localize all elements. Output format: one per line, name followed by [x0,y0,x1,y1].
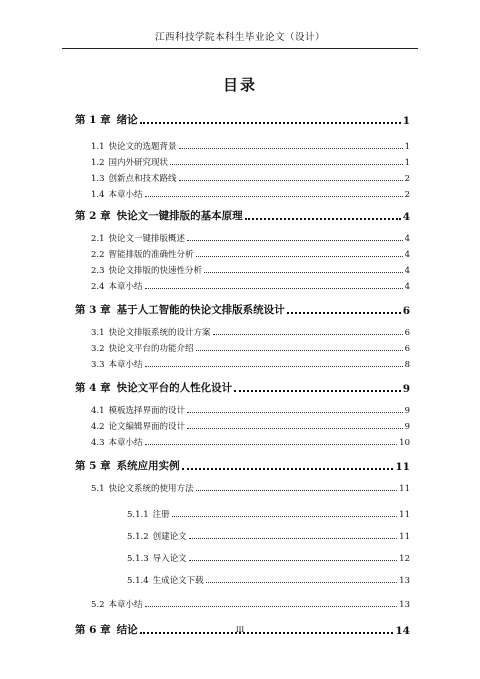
toc-entry-number: 第 5 章 [75,460,111,472]
toc-entry-label [91,232,185,244]
toc-entry-number: 4.3 [91,438,105,448]
toc-leader-dots [145,606,398,607]
toc-entry-title: 导入论文 [152,554,187,564]
toc-section-entry[interactable] [75,188,410,200]
toc-entry-page: 14 [395,625,410,637]
toc-entry-page: 11 [399,484,410,494]
toc-entry-title: 快论文一键排版的基本原理 [116,210,243,222]
toc-entry-label [75,458,180,473]
toc-leader-dots [145,288,403,289]
toc-entry-label [127,552,187,564]
toc-section-entry[interactable] [75,326,410,338]
toc-entry-title: 快论文的选题背景 [108,142,177,152]
toc-entry-number: 2.2 [91,250,105,260]
toc-chapter-entry[interactable] [75,208,410,223]
toc-entry-page: 2 [404,174,410,184]
toc-subsection-entry[interactable] [75,508,410,520]
toc-entry-label [91,436,143,448]
toc-leader-dots [145,196,403,197]
toc-entry-number: 2.4 [91,282,105,292]
toc-leader-dots [213,334,403,335]
toc-entry-page: 12 [399,554,410,564]
toc-entry-title: 创建论文 [152,532,187,542]
toc-entry-label [91,482,194,494]
toc-entry-title: 模板选择界面的设计 [108,406,186,416]
toc-leader-dots [140,122,401,124]
toc-entry-page: 4 [404,250,410,260]
toc-leader-dots [196,490,398,491]
running-header: 江西科技学院本科生毕业论文（设计） [62,30,418,49]
toc-entry-page: 6 [404,328,410,338]
toc-entry-title: 基于人工智能的快论文排版系统设计 [116,304,285,316]
toc-entry-page: 1 [404,142,410,152]
toc-entry-number: 5.1.4 [127,576,149,586]
toc-section-entry[interactable] [75,264,410,276]
toc-entry-label [91,404,185,416]
toc-entry-label [75,302,285,317]
toc-entry-label [127,574,204,586]
toc-entry-number: 1.1 [91,142,105,152]
toc-leader-dots [179,180,403,181]
toc-leader-dots [187,412,403,413]
toc-entry-label [127,530,187,542]
toc-leader-dots [172,516,398,517]
toc-entry-page: 1 [404,158,410,168]
toc-entry-page: 9 [404,422,410,432]
toc-entry-label [91,420,185,432]
toc-entry-label [91,342,194,354]
toc-entry-page: 1 [402,115,410,127]
toc-entry-number: 4.2 [91,422,105,432]
toc-entry-title: 注册 [152,510,170,520]
toc-entry-label [91,326,211,338]
toc-leader-dots [189,560,398,561]
toc-section-entry[interactable] [75,140,410,152]
toc-entry-page: 10 [399,438,410,448]
toc-leader-dots [287,312,401,314]
toc-leader-dots [234,390,401,392]
toc-entry-label [91,172,177,184]
toc-entry-page: 6 [402,305,410,317]
toc-entry-page: 4 [404,282,410,292]
toc-entry-title: 快论文平台的人性化设计 [116,382,233,394]
toc-entry-number: 第 6 章 [75,624,111,636]
toc-entry-number: 第 3 章 [75,304,111,316]
toc-entry-number: 3.2 [91,344,105,354]
toc-entry-label [127,508,170,520]
toc-section-entry[interactable] [75,156,410,168]
toc-entry-number: 5.1.1 [127,510,149,520]
toc-entry-title: 创新点和技术路线 [108,174,177,184]
toc-entry-page: 4 [404,234,410,244]
toc-leader-dots [196,350,403,351]
toc-entry-number: 2.1 [91,234,105,244]
toc-subsection-entry[interactable] [75,530,410,542]
toc-section-entry[interactable] [75,248,410,260]
toc-entry-page: 11 [399,532,410,542]
toc-entry-title: 结论 [116,624,138,636]
toc-entry-number: 5.1.3 [127,554,149,564]
toc-leader-dots [196,256,403,257]
toc-section-entry[interactable] [75,172,410,184]
toc-entry-page: 11 [399,510,410,520]
toc-leader-dots [179,148,403,149]
toc-entry-label [91,248,194,260]
toc-entry-number: 1.2 [91,158,105,168]
toc-entry-label [91,156,168,168]
toc-entry-number: 3.3 [91,360,105,370]
toc-entry-label [91,280,143,292]
toc-entry-number: 4.1 [91,406,105,416]
toc-chapter-entry[interactable] [75,458,410,473]
toc-entry-title: 本章小结 [108,282,143,292]
toc-entry-number: 第 4 章 [75,382,111,394]
toc-entry-number: 5.1 [91,484,105,494]
toc-leader-dots [182,468,394,470]
toc-entry-label [75,112,138,127]
toc-entry-label [91,140,177,152]
toc-leader-dots [206,582,398,583]
toc-entry-number: 第 2 章 [75,210,111,222]
toc-entry-number: 2.3 [91,266,105,276]
toc-entry-page: 2 [404,190,410,200]
toc-entry-label [91,598,143,610]
toc-leader-dots [245,218,401,220]
toc-entry-number: 3.1 [91,328,105,338]
toc-chapter-entry[interactable] [75,112,410,127]
toc-entry-title: 国内外研究现状 [108,158,169,168]
toc-section-entry[interactable] [75,358,410,370]
toc-section-entry[interactable] [75,280,410,292]
toc-entry-title: 快论文平台的功能介绍 [108,344,194,354]
toc-entry-page: 9 [402,383,410,395]
toc-entry-page: 13 [399,600,410,610]
toc-entry-page: 9 [404,406,410,416]
toc-entry-title: 快论文排版系统的设计方案 [108,328,211,338]
toc-entry-title: 本章小结 [108,190,143,200]
toc-entry-label [91,358,143,370]
toc-leader-dots [145,366,403,367]
toc-entry-page: 13 [399,576,410,586]
toc-chapter-entry[interactable] [75,380,410,395]
toc-entry-number: 5.1.2 [127,532,149,542]
toc-entry-number: 5.2 [91,600,105,610]
toc-entry-label [91,188,143,200]
toc-entry-title: 快论文排版的快速性分析 [108,266,203,276]
toc-entry-number: 第 1 章 [75,114,111,126]
toc-entry-number: 1.4 [91,190,105,200]
toc-entry-title: 智能排版的准确性分析 [108,250,194,260]
toc-leader-dots [187,240,403,241]
toc-entry-label [75,208,243,223]
toc-entry-page: 8 [404,360,410,370]
toc-entry-label [75,380,232,395]
toc-leader-dots [189,538,398,539]
toc-section-entry[interactable] [75,482,410,494]
page-number: III [235,626,245,634]
toc-leader-dots [170,164,403,165]
toc-entry-page: 4 [404,266,410,276]
toc-section-entry[interactable] [75,342,410,354]
toc-subsection-entry[interactable] [75,552,410,564]
toc-entry-number: 1.3 [91,174,105,184]
toc-entry-title: 本章小结 [108,360,143,370]
toc-entry-page: 6 [404,344,410,354]
toc-entry-title: 本章小结 [108,438,143,448]
toc-entry-label [91,264,202,276]
page-title: 目录 [222,76,257,94]
toc-section-entry[interactable] [75,420,410,432]
toc-subsection-entry[interactable] [75,574,410,586]
toc-entry-title: 本章小结 [108,600,143,610]
toc-section-entry[interactable] [75,436,410,448]
toc-entry-title: 绪论 [116,114,138,126]
toc-section-entry[interactable] [75,598,410,610]
toc-entry-title: 快论文一键排版概述 [108,234,186,244]
toc-leader-dots [187,428,403,429]
toc-entry-title: 论文编辑界面的设计 [108,422,186,432]
toc-leader-dots [204,272,403,273]
toc-entry-title: 系统应用实例 [116,460,180,472]
toc-section-entry[interactable] [75,404,410,416]
toc-entry-title: 生成论文下载 [152,576,204,586]
toc-entry-title: 快论文系统的使用方法 [108,484,194,494]
toc-section-entry[interactable] [75,232,410,244]
toc-leader-dots [145,444,398,445]
toc-entry-page: 4 [402,211,410,223]
toc-entry-page: 11 [395,461,410,473]
toc-chapter-entry[interactable] [75,302,410,317]
